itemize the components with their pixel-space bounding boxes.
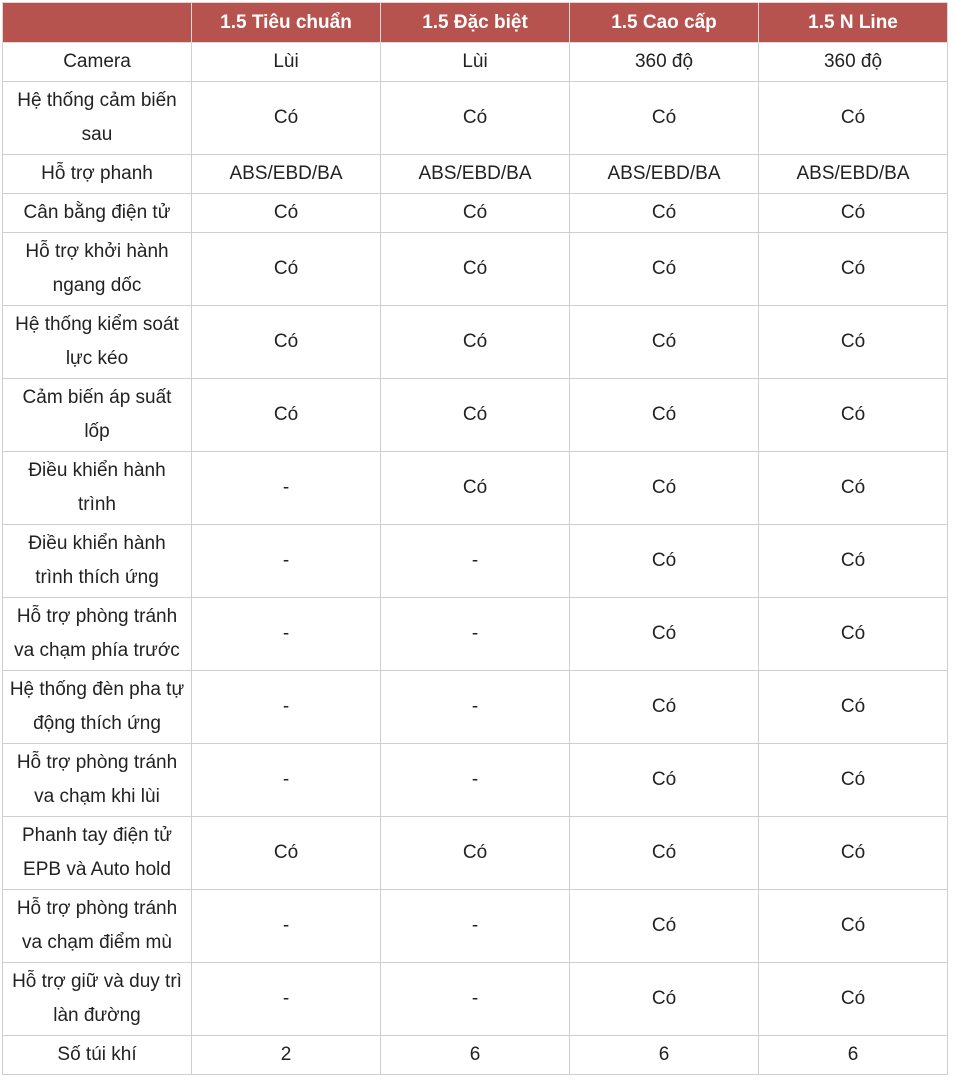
table-row [3,233,948,306]
row-label-cell: Hệ thống đèn pha tự động thích ứng [3,671,192,744]
value-cell: Có [381,306,570,379]
row-label-cell: Hỗ trợ khởi hành ngang dốc [3,233,192,306]
table-row [3,43,948,82]
table-row [3,963,948,1036]
table-row [3,671,948,744]
table-row [3,194,948,233]
value-cell: - [381,525,570,598]
value-cell: 360 độ [759,43,948,82]
header-trim-tieu-chuan: 1.5 Tiêu chuẩn [192,3,381,43]
value-cell: Có [759,194,948,233]
value-cell: Lùi [381,43,570,82]
value-cell: ABS/EBD/BA [192,155,381,194]
value-cell: - [192,963,381,1036]
value-cell: Có [759,233,948,306]
value-cell: Có [192,306,381,379]
value-cell: Có [192,194,381,233]
row-label-cell: Số túi khí [3,1036,192,1075]
value-cell: - [381,963,570,1036]
row-label-cell: Phanh tay điện tử EPB và Auto hold [3,817,192,890]
value-cell: 360 độ [570,43,759,82]
value-cell: - [192,671,381,744]
value-cell: Có [570,671,759,744]
value-cell: Có [381,194,570,233]
value-cell: Có [381,379,570,452]
value-cell: Có [381,233,570,306]
table-row [3,306,948,379]
value-cell: - [192,598,381,671]
header-corner-cell [3,3,192,43]
value-cell: Có [570,379,759,452]
table-row [3,525,948,598]
value-cell: Có [759,817,948,890]
table-header-row [3,3,948,43]
value-cell: 6 [759,1036,948,1075]
value-cell: Có [759,890,948,963]
value-cell: Có [570,452,759,525]
row-label-cell: Hệ thống cảm biến sau [3,82,192,155]
value-cell: - [192,525,381,598]
value-cell: - [192,744,381,817]
value-cell: Có [570,744,759,817]
table-row [3,155,948,194]
value-cell: - [381,744,570,817]
value-cell: Có [759,744,948,817]
row-label-cell: Hỗ trợ giữ và duy trì làn đường [3,963,192,1036]
value-cell: Có [759,598,948,671]
value-cell: Có [192,82,381,155]
row-label-cell: Điều khiển hành trình thích ứng [3,525,192,598]
row-label-cell: Hệ thống kiểm soát lực kéo [3,306,192,379]
value-cell: Có [759,306,948,379]
value-cell: Có [381,82,570,155]
table-body [3,43,948,1075]
value-cell: - [381,890,570,963]
value-cell: Có [192,379,381,452]
row-label-cell: Cảm biến áp suất lốp [3,379,192,452]
row-label-cell: Hỗ trợ phòng tránh va chạm điểm mù [3,890,192,963]
value-cell: Có [570,817,759,890]
value-cell: ABS/EBD/BA [381,155,570,194]
table-row [3,1036,948,1075]
value-cell: 6 [570,1036,759,1075]
row-label-cell: Hỗ trợ phòng tránh va chạm khi lùi [3,744,192,817]
value-cell: Có [759,379,948,452]
value-cell: Có [570,963,759,1036]
row-label-cell: Điều khiển hành trình [3,452,192,525]
value-cell: Có [570,233,759,306]
table-row [3,82,948,155]
value-cell: - [192,890,381,963]
value-cell: - [192,452,381,525]
value-cell: Có [570,525,759,598]
value-cell: Có [759,671,948,744]
value-cell: 2 [192,1036,381,1075]
value-cell: - [381,671,570,744]
value-cell: Có [759,82,948,155]
table-row [3,452,948,525]
table-row [3,379,948,452]
table-row [3,817,948,890]
value-cell: Có [570,194,759,233]
value-cell: ABS/EBD/BA [759,155,948,194]
row-label-cell: Hỗ trợ phanh [3,155,192,194]
row-label-cell: Cân bằng điện tử [3,194,192,233]
spec-comparison-table [2,2,948,1075]
value-cell: Lùi [192,43,381,82]
value-cell: Có [570,598,759,671]
value-cell: Có [192,233,381,306]
header-trim-n-line: 1.5 N Line [759,3,948,43]
value-cell: Có [759,525,948,598]
value-cell: Có [570,82,759,155]
value-cell: Có [192,817,381,890]
value-cell: Có [759,963,948,1036]
table-row [3,744,948,817]
row-label-cell: Hỗ trợ phòng tránh va chạm phía trước [3,598,192,671]
value-cell: - [381,598,570,671]
value-cell: Có [759,452,948,525]
row-label-cell: Camera [3,43,192,82]
header-trim-dac-biet: 1.5 Đặc biệt [381,3,570,43]
table-row [3,598,948,671]
header-trim-cao-cap: 1.5 Cao cấp [570,3,759,43]
value-cell: Có [570,890,759,963]
value-cell: Có [381,452,570,525]
value-cell: Có [381,817,570,890]
value-cell: ABS/EBD/BA [570,155,759,194]
value-cell: 6 [381,1036,570,1075]
table-row [3,890,948,963]
value-cell: Có [570,306,759,379]
